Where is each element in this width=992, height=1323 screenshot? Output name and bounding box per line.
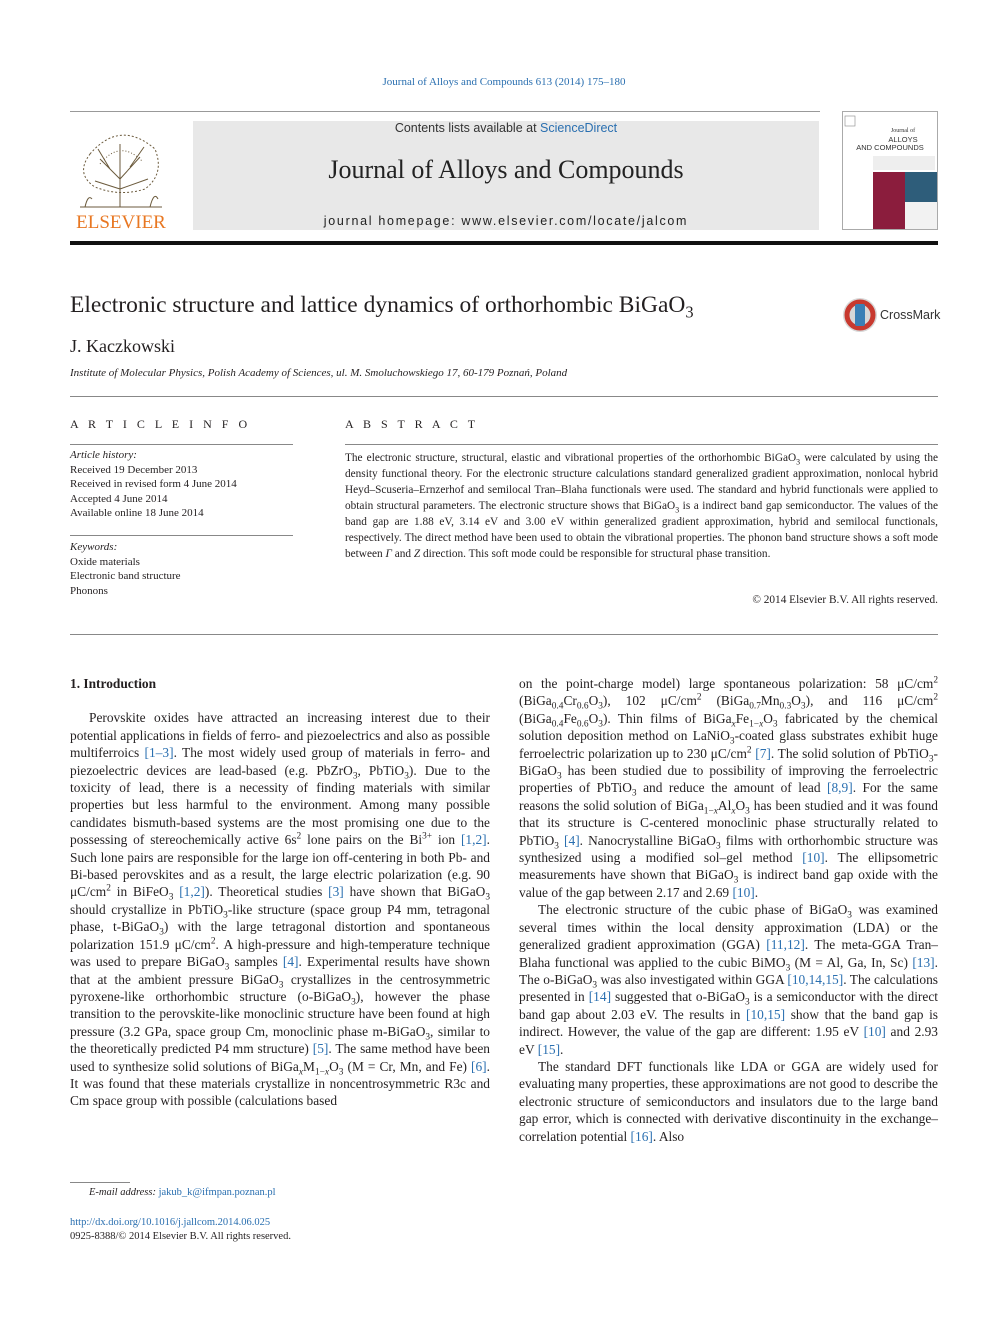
svg-text:ELSEVIER: ELSEVIER (76, 212, 166, 232)
body-column-right (519, 675, 938, 1145)
issn-copyright: 0925-8388/© 2014 Elsevier B.V. All rights reserved. (70, 1231, 291, 1242)
elsevier-logo (70, 119, 173, 232)
footnote-email: E-mail address: jakub_k@ifmpan.poznan.pl (89, 1187, 276, 1198)
footnote-rule (70, 1182, 130, 1183)
divider (70, 444, 293, 445)
sciencedirect-link[interactable]: ScienceDirect (540, 121, 618, 135)
header-rule (70, 111, 820, 112)
body-paragraph: Perovskite oxides have attracted an increasing interest due to their potential applications in fields of ferro- and piezoelectrics and also as possible multiferroics [1–3]. The most widely used group of materials in ferro- and piezoelectric devices are lead-based (e.g. PbZrO$_3$, PbTiO$_3$). Due to the toxicity of lead, there is a necessity of finding materials with similar properties but less harmful to the environment. Among many possible candidates bismuth-based systems are the most promising one due to the possessing of stereochemically active $6s^2$ lone pairs on the $Bi^{3+}$ ion [1,2]. Such lone pairs are responsible for the large ion off-centering in both Pb- and Bi-based perovskites and as a result, the large electric polarization (e.g. 90 $\mu C/cm^2$ in BiFeO$_3$ [1,2]). Theoretical studies [3] have shown that BiGaO$_3$ should crystallize in PbTiO$_3$-like structure (space group P4 mm, tetragonal phase, t-BiGaO$_3$) with the large tetragonal distortion and spontaneous polarization 151.9 $\mu C/cm^2$. A high-pressure and high-temperature technique was used to prepare BiGaO$_3$ samples [4]. Experimental results have shown that at the ambient pressure BiGaO$_3$ crystallizes in the centrosymmetric pyroxene-like orthorhombic structure (o-BiGaO$_3$), however the phase transition to the perovskite-like monoclinic structure have been found at high pressure (3.2 GPa, space group Cm, monoclinic phase m-BiGaO$_3$, similar to the theoretically predicted P4 mm structure) [5]. The same method have been used to synthesize solid solutions of $BiGa_xM_{1-x}O_3$ (M = Cr, Mn, and Fe) [6]. It was found that these materials crystallize in noncentrosymmetric R3c and Cm space group with possible (calculations based (70, 710, 491, 1109)
contents-line: Contents lists available at ScienceDirect (394, 121, 618, 135)
svg-text:AND COMPOUNDS: AND COMPOUNDS (856, 143, 924, 152)
journal-name: Journal of Alloys and Compounds (328, 155, 684, 184)
history-item: Available online 18 June 2014 (70, 507, 204, 519)
divider (345, 444, 938, 445)
body-paragraph: The electronic structure of the cubic phase of BiGaO$_3$ was examined several times within the local density approximation (LDA) or the generalized gradient approximation (GGA) [11,12]. The meta-GGA Tran–Blaha functional was applied to the cubic BiMO$_3$ (M = Al, Ga, In, Sc) [13]. The o-BiGaO$_3$ was also investigated within GGA [10,14,15]. The calculations presented in [14] suggested that o-BiGaO$_3$ is a semiconductor with the direct band gap about 2.03 eV. The results in [10,15] show that the band gap is indirect. However, the value of the gap are different: 1.95 eV [10] and 2.93 eV [15]. (519, 902, 939, 1057)
journal-homepage[interactable]: journal homepage: www.elsevier.com/locate/jalcom (323, 214, 689, 228)
journal-citation-link[interactable]: Journal of Alloys and Compounds 613 (2014) 175–180 (382, 76, 626, 88)
keywords (70, 540, 181, 598)
history-label: Article history: (70, 449, 137, 461)
history-item: Accepted 4 June 2014 (70, 492, 168, 505)
author-affiliation: Institute of Molecular Physics, Polish Academy of Sciences, ul. M. Smoluchowskiego 17, 60-179 Poznań, Poland (70, 367, 568, 379)
journal-masthead (193, 121, 819, 230)
divider (70, 396, 938, 397)
keywords-label: Keywords: (70, 541, 118, 553)
keyword: Phonons (70, 584, 108, 597)
history-item: Received 19 December 2013 (70, 463, 198, 476)
doi-link[interactable]: http://dx.doi.org/10.1016/j.jallcom.2014.06.025 (70, 1217, 271, 1228)
abstract-text: The electronic structure, structural, elastic and vibrational properties of the orthorhombic BiGaO$_3$ were calculated by using the density functional theory. For the electronic structure calculations standard generalized gradient approximation, nonlocal hybrid Heyd–Scuseria–Ernzerhof and semilocal Tran–Blaha functionals were used. The standard and hybrid functionals were applied to obtain structural parameters. The electronic structure shows that BiGaO$_3$ is a indirect band gap semiconductor. The values of the band gap are 1.88 eV, 3.14 eV and 3.00 eV within generalized gradient approximation, hybrid and semilocal functionals, respectively. The direct method have been used to obtain the vibrational properties. The phonon band structure shows a soft mode between Γ and Z direction. This soft mode could be responsible for structural phase transition. (345, 452, 938, 560)
email-link[interactable]: jakub_k@ifmpan.poznan.pl (158, 1187, 276, 1198)
crossmark-badge[interactable] (842, 297, 942, 335)
keyword: Electronic band structure (70, 570, 181, 582)
svg-text:ALLOYS: ALLOYS (888, 135, 918, 144)
section-heading: 1. Introduction (70, 676, 157, 691)
svg-text:Journal of: Journal of (890, 128, 916, 134)
author-name: J. Kaczkowski (70, 336, 175, 356)
abstract-heading: A B S T R A C T (345, 417, 479, 431)
header-thick-rule (70, 241, 938, 245)
body-column-left (70, 675, 490, 1110)
keyword: Oxide materials (70, 555, 140, 568)
body-paragraph: on the point-charge model) large spontaneous polarization: 58 $\mu C/cm^2$ $(BiGa_{0.4}Cr_{0.6}O_3)$, 102 $\mu C/cm^2$ $(BiGa_{0.7}Mn_{0.3}O_3)$, and 116 $\mu C/cm^2$ $(BiGa_{0.4}Fe_{0.6}O_3)$. Thin films of $BiGa_xFe_{1-x}O_3$ fabricated by the chemical solution deposition method on LaNiO$_3$-coated glass substrates exhibit huge ferroelectric polarization up to 230 $\mu C/cm^2$ [7]. The solid solution of PbTiO$_3$-BiGaO$_3$ has been studied due to possibility of improving the ferroelectric properties of PbTiO$_3$ and reduce the amount of lead [8,9]. For the same reasons the solid solution of $BiGa_{1-x}Al_xO_3$ has been studied and it was found that its structure is C-centered monoclinic phase structurally related to PbTiO$_3$ [4]. Nanocrystalline BiGaO$_3$ films with orthorhombic structure was synthesized using a modified sol–gel method [10]. The ellipsometric measurements have shown that BiGaO$_3$ is indirect band gap oxide with the value of the gap between 2.17 and 2.69 [10]. (519, 675, 939, 900)
crossmark-label: CrossMark (880, 308, 941, 322)
article-info-heading: A R T I C L E I N F O (70, 417, 251, 431)
divider (70, 634, 938, 635)
history-item: Received in revised form 4 June 2014 (70, 478, 237, 490)
article-history (70, 448, 237, 521)
abstract-copyright: © 2014 Elsevier B.V. All rights reserved. (752, 594, 938, 606)
paper-title: Electronic structure and lattice dynamics of orthorhombic BiGaO$_3$ (70, 292, 694, 322)
crossmark-icon (842, 297, 878, 333)
body-paragraph: The standard DFT functionals like LDA or GGA are widely used for evaluating many properties, these approximations are not good to describe the electronic structure of semiconductors and insulators due to the large band gap error, which is connected with derivative discontinuity in the exchange–correlation potential [16]. Also (519, 1058, 938, 1144)
divider (70, 535, 293, 536)
elsevier-tree-icon (70, 119, 173, 232)
journal-cover-thumbnail (842, 111, 938, 230)
